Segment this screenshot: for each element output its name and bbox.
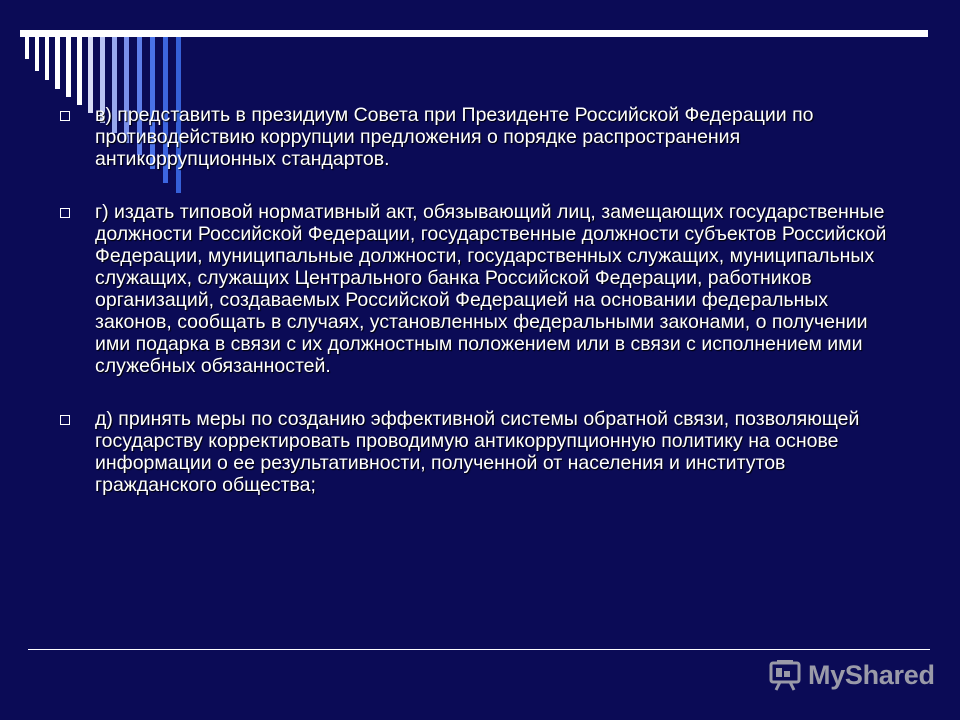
list-item xyxy=(60,104,900,170)
decor-bar xyxy=(66,37,71,97)
decor-bar xyxy=(25,37,29,59)
decor-bar xyxy=(77,37,82,105)
bullet-list xyxy=(60,104,900,496)
top-rule xyxy=(20,30,928,37)
list-item-text: г) издать типовой нормативный акт, обязывающий лиц, замещающих государственные должности Российской Федерации, государственные должности субъектов Российской Федерации, муниципальные должности, государственных служащих, муниципальных служащих, служащих Центрального банка Российской Федерации, работников организаций, создаваемых Российской Федерацией на основании федеральных законов, сообщать в случаях, установленных федеральными законами, о получении ими подарка в связи с их должностным положением или в связи с исполнением ими служебных обязанностей. xyxy=(95,201,887,377)
bottom-rule xyxy=(28,649,930,650)
list-item-text: в) представить в президиум Совета при Президенте Российской Федерации по противодействию коррупции предложения о порядке распространения антикоррупционных стандартов. xyxy=(95,104,814,170)
presentation-board-icon xyxy=(768,658,802,692)
decor-bar xyxy=(35,37,39,71)
list-item xyxy=(60,201,900,377)
decor-bar xyxy=(88,37,93,113)
square-bullet-icon xyxy=(60,415,70,425)
square-bullet-icon xyxy=(60,111,70,121)
decor-bar xyxy=(55,37,60,89)
list-item xyxy=(60,408,900,496)
watermark-logo xyxy=(768,657,935,693)
watermark-text: MyShared xyxy=(808,659,935,690)
decor-bar xyxy=(45,37,49,80)
list-item-text: д) принять меры по созданию эффективной системы обратной связи, позволяющей государству корректировать проводимую антикоррупционную политику на основе информации о ее результативности, полученной от населения и институтов гражданского общества; xyxy=(95,408,860,496)
square-bullet-icon xyxy=(60,208,70,218)
